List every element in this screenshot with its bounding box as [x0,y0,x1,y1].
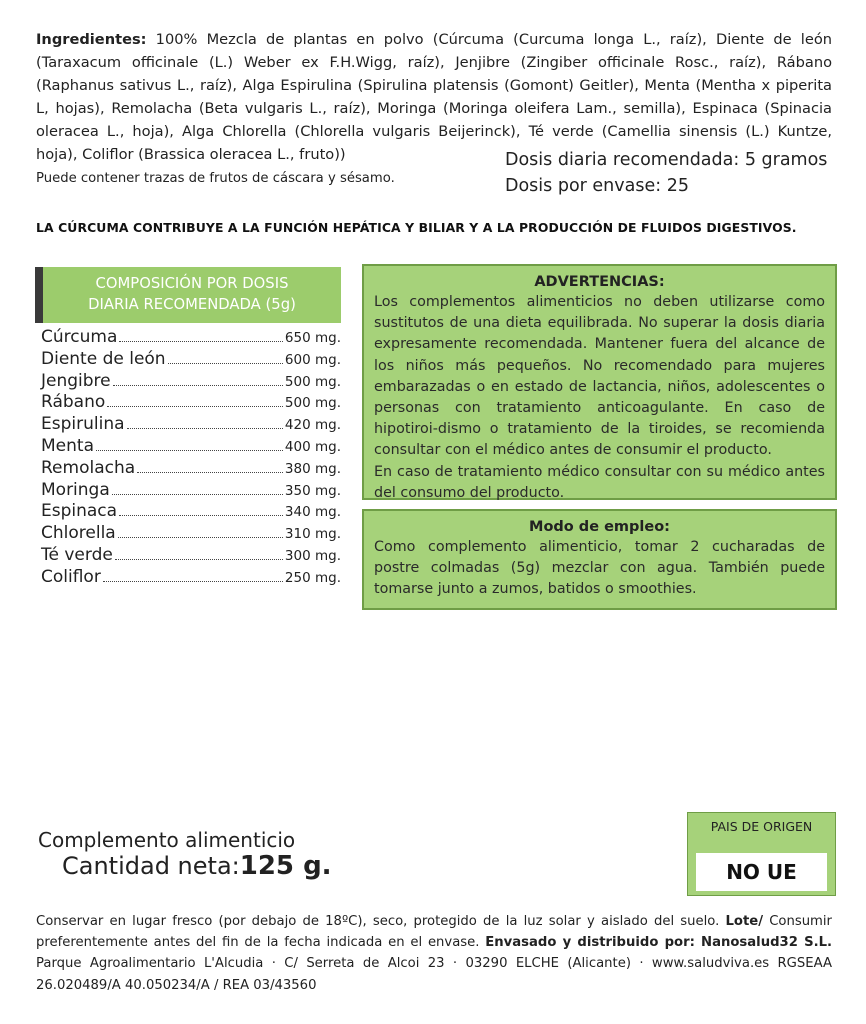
composition-row [41,436,341,458]
dot-leader [96,450,283,451]
composition-header [35,267,341,323]
composition-item-name: Espirulina [41,414,125,435]
composition-item-name: Cúrcuma [41,327,118,347]
warnings-text: Los complementos alimenticios no deben utilizarse como sustitutos de una dieta equilibrada. No superar la dosis diaria expresamente recomendada. Mantener fuera del alcance de los niños más pequeños. No recomendado para mujeres embarazadas o en estado de lactancia, niños, adolescentes o personas con tratamiento anticoagulante. En caso de hipotiroi-dismo o tratamiento de la tiroides, se recomienda consultar con el médico antes de consumir el producto. [374,294,825,459]
composition-item-name: Moringa [41,479,110,500]
composition-item-name: Té verde [41,544,113,565]
product-type: Complemento alimenticio [38,828,296,852]
dot-leader [118,537,283,538]
dot-leader [127,428,283,429]
warnings-box [362,264,837,500]
dosage-info [505,147,827,199]
composition-item-value: 650 mg. [284,330,341,346]
allergen-traces-note: Puede contener trazas de frutos de cáscara y sésamo. [36,171,395,186]
dot-leader [113,385,283,386]
dot-leader [107,406,283,407]
dot-leader [137,472,283,473]
warnings-text-2: En caso de tratamiento médico consultar con su médico antes del consumo del producto. [374,463,825,501]
composition-item-value: 310 mg. [284,526,341,543]
country-of-origin-box [687,812,836,896]
ingredients-text: 100% Mezcla de plantas en polvo (Cúrcuma (Curcuma longa L., raíz), Diente de león (Taraxacum officinale (L.) Weber ex F.H.Wigg, raíz), Jenjibre (Zingiber officinale Rosc., raíz), Rábano (Raphanus sativus L., raíz), Alga Espirulina (Spirulina platensis (Gomont) Geitler), Menta (Mentha x piperita L, hojas), Remolacha (Beta vulgaris L., raíz), Moringa (Moringa oleifera Lam., semilla), Espinaca (Spinacia oleracea L., hoja), Alga Chlorella (Chlorella vulgaris Beijerinck), Té verde (Camellia sinensis (L.) Kuntze, hoja), Coliflor (Brassica oleracea L., fruto)) [36,31,832,163]
container-dose-line [505,173,827,199]
composition-row [41,349,341,371]
daily-dose-line [505,147,827,173]
composition-item-value: 400 mg. [284,438,341,455]
health-claim: LA CÚRCUMA CONTRIBUYE A LA FUNCIÓN HEPÁTICA Y BILIAR Y A LA PRODUCCIÓN DE FLUIDOS DIGESTIVOS. [36,220,797,235]
composition-item-value: 600 mg. [284,351,341,368]
dot-leader [119,341,283,342]
composition-list [41,327,341,589]
composition-row [41,371,341,393]
country-of-origin-value: NO UE [696,853,827,891]
composition-item-value: 350 mg. [284,482,341,499]
daily-dose-value: : 5 gramos [733,150,828,170]
storage-text: Conservar en lugar fresco (por debajo de 18ºC), seco, protegido de la luz solar y aislado del suelo. [36,914,726,929]
composition-item-value: 250 mg. [284,569,341,586]
dot-leader [119,515,283,516]
composition-item-value: 500 mg. [284,395,341,412]
composition-row [41,545,341,567]
daily-dose-label: Dosis diaria recomendada [505,150,734,170]
dot-leader [112,494,283,495]
composition-item-name: Rábano [41,392,106,413]
composition-item-name: Diente de león [41,348,166,369]
distributor-label: Envasado y distribuido por: Nanosalud32 S.L. [485,935,832,951]
ingredients-paragraph [36,28,832,166]
usage-box [362,509,837,610]
dot-leader [168,363,283,364]
composition-item-name: Chlorella [41,523,116,544]
composition-item-value: 380 mg. [284,460,341,477]
composition-row [41,327,341,349]
composition-item-name: Espinaca [41,501,118,522]
composition-title-line2: DIARIA RECOMENDADA (5g) [88,296,296,313]
composition-item-name: Remolacha [41,457,136,478]
usage-text: Como complemento alimenticio, tomar 2 cucharadas de postre colmadas (5g) mezclar con agua. También puede tomarse junto a zumos, batidos o smoothies. [374,539,825,598]
composition-row [41,567,341,589]
composition-row [41,480,341,502]
lot-label: Lote/ [725,914,764,929]
dot-leader [103,581,283,582]
best-before-text: Consumir preferentemente antes del fin de la fecha indicada en el envase. [36,914,832,951]
net-quantity [62,851,332,881]
usage-title: Modo de empleo: [529,519,670,535]
composition-row [41,458,341,480]
composition-item-name: Coliflor [41,566,101,587]
composition-item-value: 300 mg. [284,547,341,564]
composition-item-value: 500 mg. [284,373,341,390]
composition-row [41,414,341,436]
composition-row [41,501,341,523]
net-quantity-value: 125 g. [239,851,332,881]
composition-item-name: Menta [41,435,94,456]
country-of-origin-label: PAIS DE ORIGEN [710,819,813,834]
dot-leader [115,559,283,560]
composition-row [41,523,341,545]
container-dose-value: : 25 [655,176,689,196]
container-dose-label: Dosis por envase [505,176,656,196]
ingredients-label: Ingredientes: [36,31,147,48]
storage-and-distributor-info [36,911,832,996]
warnings-title: ADVERTENCIAS: [534,274,665,290]
net-quantity-label: Cantidad neta: [62,852,240,880]
composition-row [41,392,341,414]
composition-item-value: 340 mg. [284,504,341,521]
composition-title-line1: COMPOSICIÓN POR DOSIS [95,275,289,292]
composition-item-value: 420 mg. [284,417,341,434]
composition-item-name: Jengibre [41,370,111,391]
distributor-address: Parque Agroalimentario L'Alcudia · C/ Serreta de Alcoi 23 · 03290 ELCHE (Alicante) · www.saludviva.es RGSEAA 26.020489/A 40.050234/A / REA 03/43560 [36,956,832,993]
